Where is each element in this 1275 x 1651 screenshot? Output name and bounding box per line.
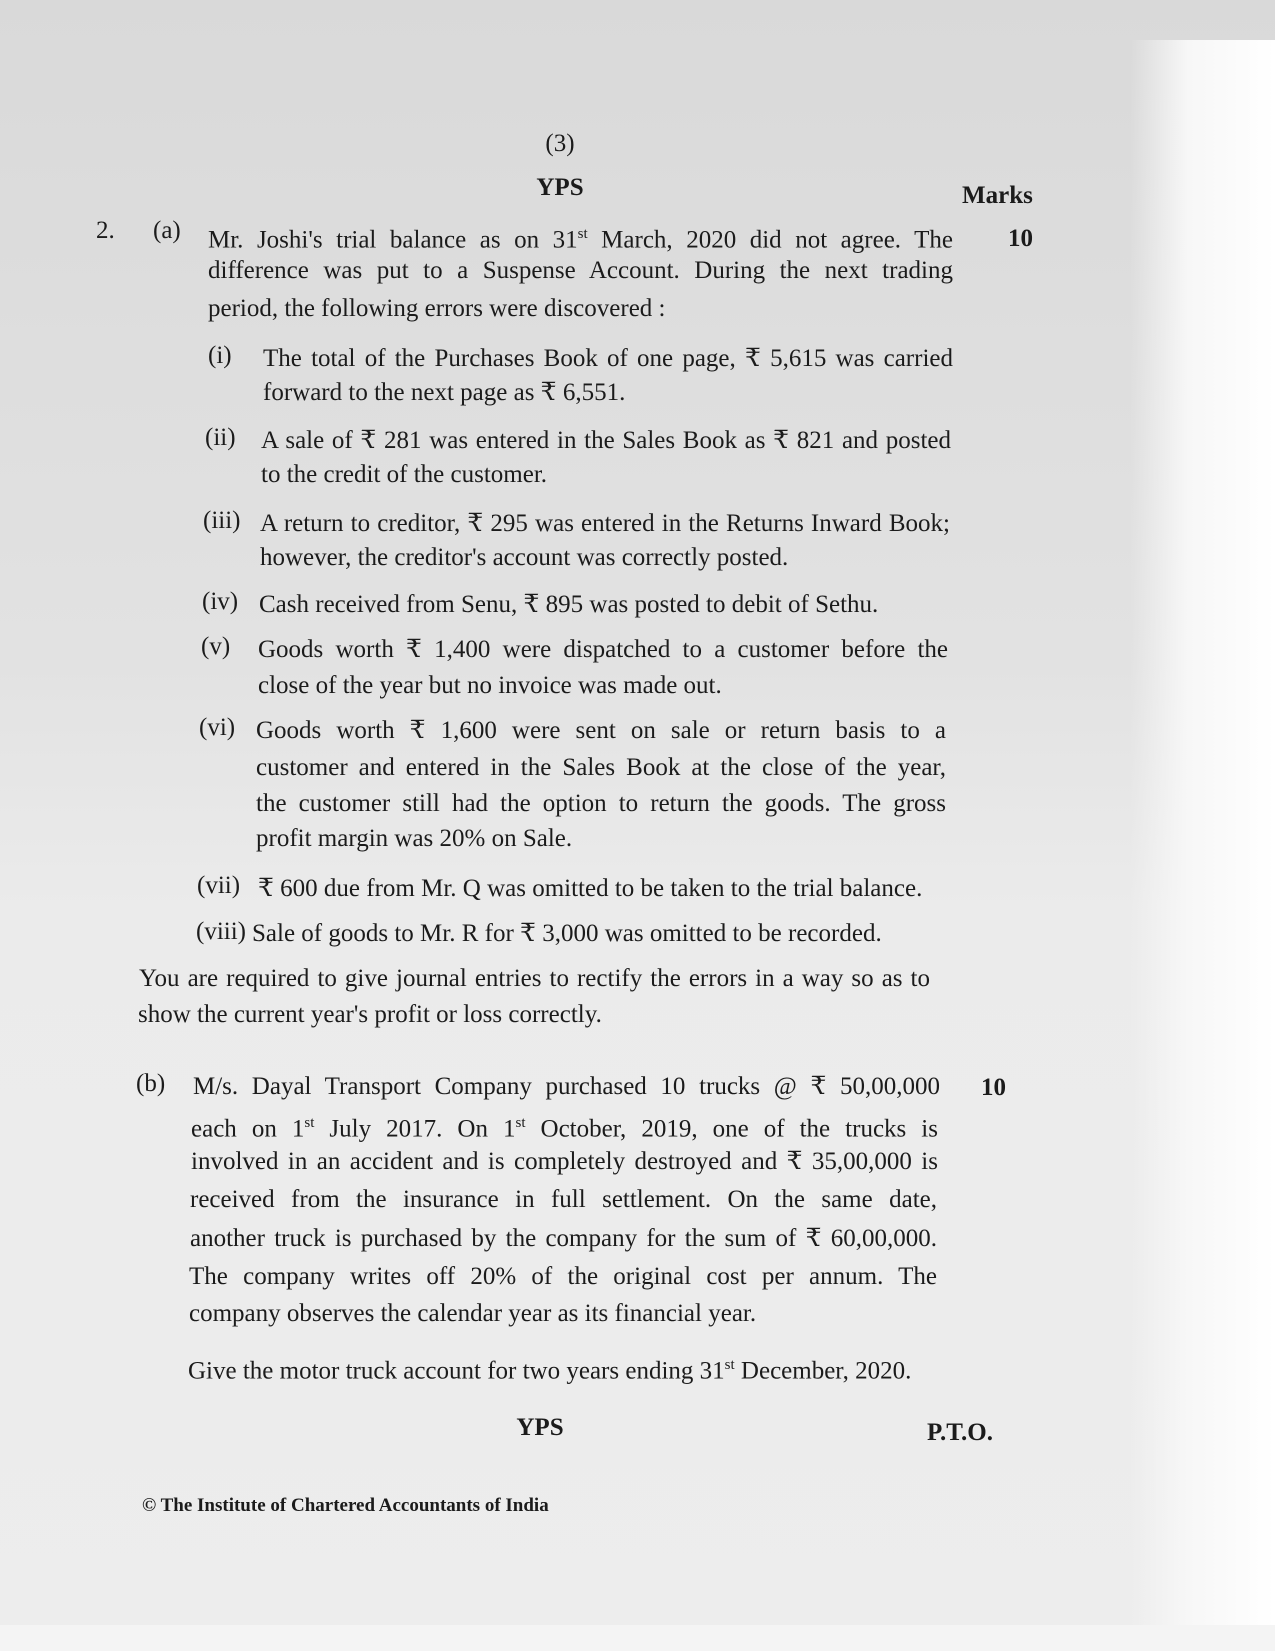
error-text-line: forward to the next page as ₹ 6,551. [263,379,626,406]
error-text-line: Goods worth ₹ 1,400 were dispatched to a customer before the [258,636,948,663]
part-b-line-4: received from the insurance in full settlement. On the same date, [190,1186,937,1213]
paper-code-top: YPS [536,174,584,201]
error-text-line: Cash received from Senu, ₹ 895 was posted to debit of Sethu. [259,591,879,618]
error-number: (iii) [203,507,241,534]
part-b-line-7: company observes the calendar year as its financial year. [189,1300,757,1327]
part-b-line-2: each on 1st July 2017. On 1st October, 2019, one of the trucks is [191,1115,938,1143]
scan-edge-bottom [0,1625,1275,1651]
error-text-line: A sale of ₹ 281 was entered in the Sales Book as ₹ 821 and posted [261,427,951,454]
error-text-line: close of the year but no invoice was made out. [258,672,722,699]
paper-code-bottom: YPS [516,1414,564,1441]
page-number: (3) [545,130,575,157]
marks-heading: Marks [962,182,1033,209]
copyright-notice: © The Institute of Chartered Accountants of India [142,1495,549,1516]
error-number: (iv) [202,588,239,615]
error-number: (ii) [205,424,236,451]
error-text-line: A return to creditor, ₹ 295 was entered in the Returns Inward Book; [260,510,950,537]
part-a-requirement-line-1: You are required to give journal entries to rectify the errors in a way so as to [139,965,930,992]
part-b-line-6: The company writes off 20% of the original cost per annum. The [189,1263,937,1290]
error-text-line: The total of the Purchases Book of one page, ₹ 5,615 was carried [263,345,953,372]
error-number: (v) [201,633,231,660]
error-text-line: ₹ 600 due from Mr. Q was omitted to be taken to the trial balance. [258,875,923,902]
part-b-label: (b) [136,1070,166,1097]
error-text-line: however, the creditor's account was correctly posted. [260,544,789,571]
error-number: (vii) [197,872,241,899]
error-number: (viii) [196,918,246,945]
part-a-requirement-line-2: show the current year's profit or loss correctly. [138,1001,602,1028]
question-number: 2. [96,217,115,244]
error-text-line: the customer still had the option to return the goods. The gross [256,790,946,817]
scan-edge-right [1130,40,1275,1651]
part-b-line-5: another truck is purchased by the company for the sum of ₹ 60,00,000. [190,1225,937,1252]
part-a-intro-line-2: difference was put to a Suspense Account. During the next trading [208,257,953,284]
part-b-marks: 10 [981,1074,1006,1101]
error-text-line: Sale of goods to Mr. R for ₹ 3,000 was omitted to be recorded. [252,920,882,947]
part-b-line-3: involved in an accident and is completely destroyed and ₹ 35,00,000 is [191,1148,938,1175]
part-a-label: (a) [153,217,181,244]
error-text-line: Goods worth ₹ 1,600 were sent on sale or return basis to a [256,717,946,744]
error-text-line: profit margin was 20% on Sale. [256,825,573,852]
part-a-intro-line-1: Mr. Joshi's trial balance as on 31st March, 2020 did not agree. The [208,226,953,254]
error-number: (vi) [199,714,236,741]
part-b-final-line: Give the motor truck account for two years ending 31st December, 2020. [188,1357,912,1385]
error-text-line: to the credit of the customer. [261,461,548,488]
error-text-line: customer and entered in the Sales Book at the close of the year, [256,754,946,781]
part-b-line-1: M/s. Dayal Transport Company purchased 10 trucks @ ₹ 50,00,000 [193,1073,940,1100]
pto-label: P.T.O. [927,1419,993,1446]
part-a-marks: 10 [1008,225,1033,252]
part-a-intro-line-3: period, the following errors were discovered : [208,295,666,322]
error-number: (i) [208,342,232,369]
